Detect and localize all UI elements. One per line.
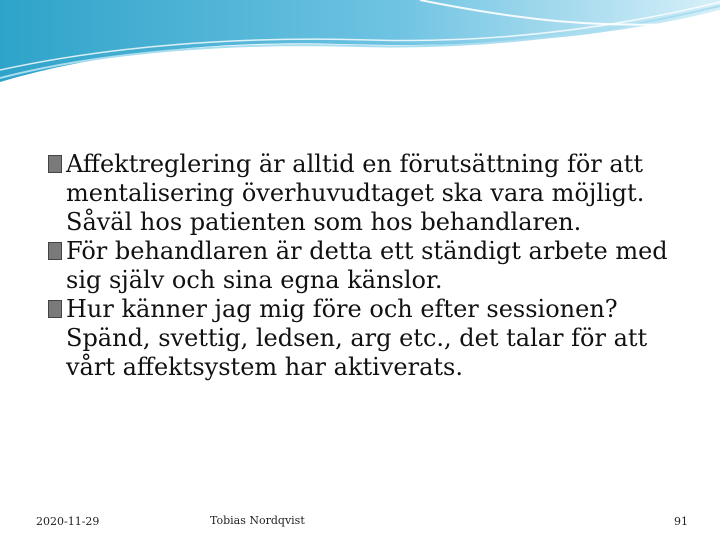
bullet-item [48, 150, 688, 237]
slide-content [48, 150, 688, 382]
bullet-text: För behandlaren är detta ett ständigt arbete med sig själv och sina egna känslor. [66, 237, 668, 294]
header-wave-decoration [0, 0, 720, 90]
bullet-marker-icon [48, 155, 62, 173]
footer-author: Tobias Nordqvist [210, 514, 305, 527]
page-number: 91 [674, 515, 688, 528]
bullet-text: Hur känner jag mig före och efter sessionen? Spänd, svettig, ledsen, arg etc., det talar för att vårt affektsystem har aktiverats. [66, 295, 648, 381]
bullet-text: Affektreglering är alltid en förutsättning för att mentalisering överhuvudtaget ska vara möjligt. Såväl hos patienten som hos behandlaren. [66, 150, 645, 236]
bullet-item [48, 295, 688, 382]
footer-date: 2020-11-29 [36, 515, 100, 528]
bullet-marker-icon [48, 242, 62, 260]
bullet-marker-icon [48, 300, 62, 318]
bullet-item [48, 237, 688, 295]
